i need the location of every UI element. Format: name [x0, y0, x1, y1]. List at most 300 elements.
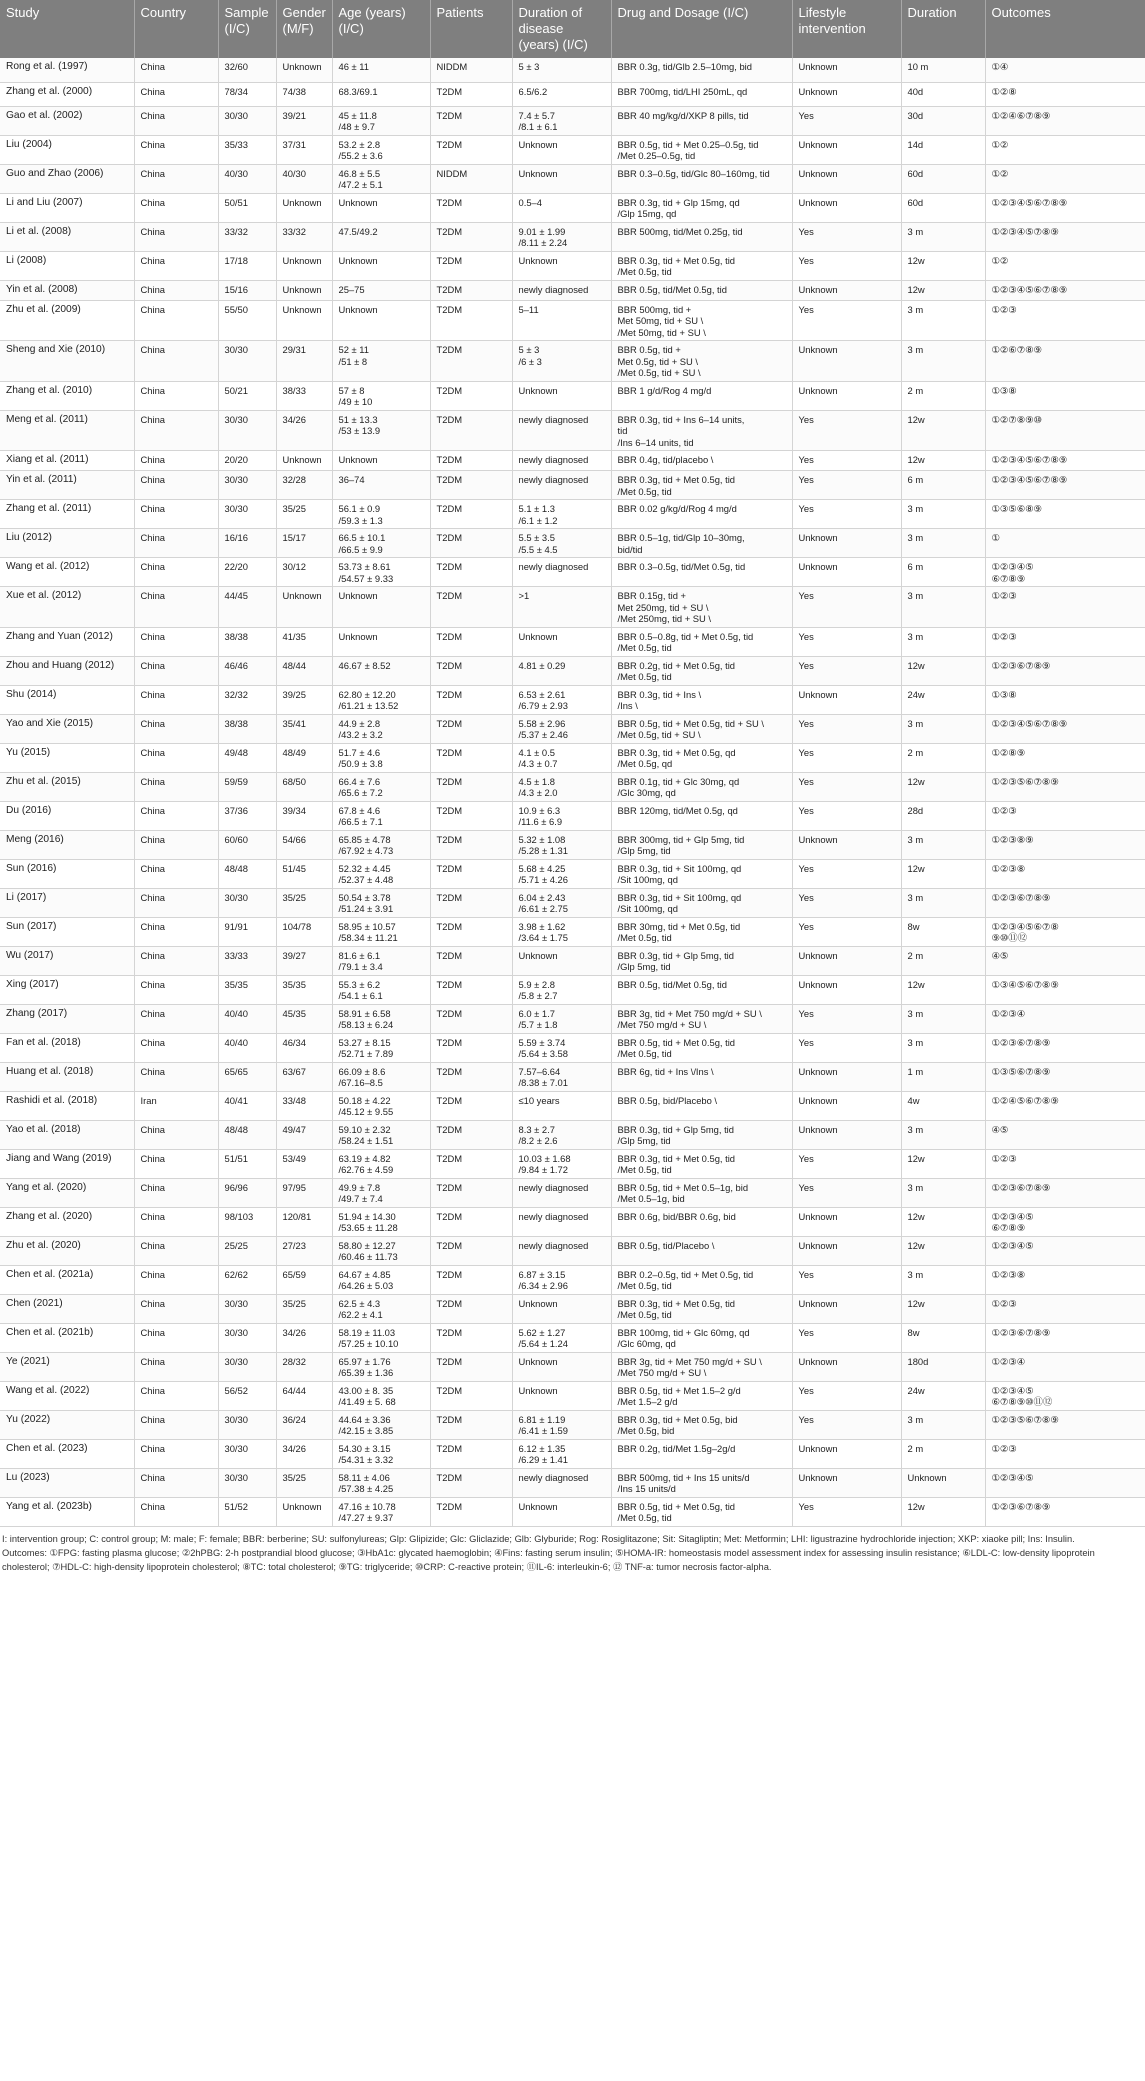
cell-sample: 16/16 [218, 529, 276, 558]
cell-gender: 46/34 [276, 1033, 332, 1062]
cell-country: China [134, 1323, 218, 1352]
cell-country: China [134, 164, 218, 193]
cell-study: Yin et al. (2011) [0, 471, 134, 500]
cell-country: China [134, 888, 218, 917]
cell-sample: 96/96 [218, 1178, 276, 1207]
cell-sample: 51/52 [218, 1497, 276, 1526]
table-row [0, 772, 1145, 801]
cell-outcomes: ①③⑧ [985, 381, 1145, 410]
cell-outcomes: ①②③⑧⑨ [985, 830, 1145, 859]
cell-age: Unknown [332, 251, 430, 280]
cell-outcomes: ①④ [985, 58, 1145, 82]
cell-country: China [134, 1062, 218, 1091]
cell-outcomes: ①②③④⑤⑥⑦⑧⑨ [985, 451, 1145, 471]
table-row [0, 410, 1145, 451]
table-row [0, 471, 1145, 500]
cell-drug-and-dosage: BBR 0.3g, tid + Glp 5mg, tid /Glp 5mg, tid [611, 946, 792, 975]
cell-age: 58.11 ± 4.06 /57.38 ± 4.25 [332, 1468, 430, 1497]
cell-duration-of-disease: 10.03 ± 1.68 /9.84 ± 1.72 [512, 1149, 611, 1178]
cell-drug-and-dosage: BBR 0.6g, bid/BBR 0.6g, bid [611, 1207, 792, 1236]
cell-duration-of-disease: 5.58 ± 2.96 /5.37 ± 2.46 [512, 714, 611, 743]
cell-gender: 35/25 [276, 1294, 332, 1323]
cell-duration: 3 m [901, 1033, 985, 1062]
cell-gender: 32/28 [276, 471, 332, 500]
table-row [0, 1149, 1145, 1178]
cell-duration-of-disease: newly diagnosed [512, 1207, 611, 1236]
cell-lifestyle-intervention: Yes [792, 1265, 901, 1294]
cell-duration-of-disease: 5.5 ± 3.5 /5.5 ± 4.5 [512, 529, 611, 558]
cell-country: China [134, 1033, 218, 1062]
cell-country: China [134, 341, 218, 382]
cell-duration: 30d [901, 106, 985, 135]
cell-patients: T2DM [430, 222, 512, 251]
cell-outcomes: ①②③⑥⑦⑧⑨ [985, 1033, 1145, 1062]
cell-country: China [134, 1004, 218, 1033]
cell-patients: T2DM [430, 801, 512, 830]
cell-duration: 1 m [901, 1062, 985, 1091]
cell-study: Xiang et al. (2011) [0, 451, 134, 471]
cell-outcomes: ①②⑥⑦⑧⑨ [985, 341, 1145, 382]
cell-study: Meng (2016) [0, 830, 134, 859]
cell-sample: 50/21 [218, 381, 276, 410]
cell-duration: 12w [901, 451, 985, 471]
cell-study: Yang et al. (2023b) [0, 1497, 134, 1526]
cell-study: Li (2017) [0, 888, 134, 917]
cell-duration: 3 m [901, 627, 985, 656]
cell-country: China [134, 1410, 218, 1439]
cell-duration: 8w [901, 1323, 985, 1352]
cell-country: China [134, 975, 218, 1004]
cell-sample: 65/65 [218, 1062, 276, 1091]
cell-age: 62.5 ± 4.3 /62.2 ± 4.1 [332, 1294, 430, 1323]
cell-drug-and-dosage: BBR 0.2–0.5g, tid + Met 0.5g, tid /Met 0.5g, tid [611, 1265, 792, 1294]
cell-country: China [134, 1178, 218, 1207]
cell-country: China [134, 193, 218, 222]
cell-drug-and-dosage: BBR 0.3g, tid + Ins \ /Ins \ [611, 685, 792, 714]
cell-patients: T2DM [430, 1062, 512, 1091]
cell-outcomes: ①③⑤⑥⑦⑧⑨ [985, 1062, 1145, 1091]
cell-gender: 29/31 [276, 341, 332, 382]
cell-outcomes: ①②③ [985, 1294, 1145, 1323]
cell-duration-of-disease: 4.5 ± 1.8 /4.3 ± 2.0 [512, 772, 611, 801]
cell-age: Unknown [332, 587, 430, 628]
cell-age: 59.10 ± 2.32 /58.24 ± 1.51 [332, 1120, 430, 1149]
table-row [0, 1091, 1145, 1120]
cell-drug-and-dosage: BBR 0.3g, tid + Glp 5mg, tid /Glp 5mg, tid [611, 1120, 792, 1149]
cell-study: Zhu et al. (2009) [0, 300, 134, 341]
cell-sample: 59/59 [218, 772, 276, 801]
cell-drug-and-dosage: BBR 500mg, tid + Met 50mg, tid + SU \ /Met 50mg, tid + SU \ [611, 300, 792, 341]
table-row [0, 1033, 1145, 1062]
cell-gender: 33/32 [276, 222, 332, 251]
cell-duration-of-disease: 0.5–4 [512, 193, 611, 222]
cell-gender: 35/41 [276, 714, 332, 743]
cell-sample: 32/32 [218, 685, 276, 714]
cell-age: 58.19 ± 11.03 /57.25 ± 10.10 [332, 1323, 430, 1352]
cell-patients: T2DM [430, 106, 512, 135]
cell-gender: 28/32 [276, 1352, 332, 1381]
cell-drug-and-dosage: BBR 0.3–0.5g, tid/Met 0.5g, tid [611, 558, 792, 587]
cell-patients: T2DM [430, 917, 512, 946]
cell-duration: 3 m [901, 1265, 985, 1294]
cell-age: 54.30 ± 3.15 /54.31 ± 3.32 [332, 1439, 430, 1468]
cell-drug-and-dosage: BBR 0.15g, tid + Met 250mg, tid + SU \ /Met 250mg, tid + SU \ [611, 587, 792, 628]
cell-outcomes: ①②③⑤⑥⑦⑧⑨ [985, 1410, 1145, 1439]
cell-age: 66.09 ± 8.6 /67.16–8.5 [332, 1062, 430, 1091]
table-row [0, 587, 1145, 628]
cell-patients: T2DM [430, 859, 512, 888]
cell-lifestyle-intervention: Yes [792, 222, 901, 251]
cell-duration-of-disease: 5 ± 3 /6 ± 3 [512, 341, 611, 382]
cell-country: China [134, 381, 218, 410]
header-drug-and-dosage: Drug and Dosage (I/C) [611, 0, 792, 58]
cell-gender: 35/25 [276, 500, 332, 529]
cell-gender: Unknown [276, 451, 332, 471]
cell-sample: 78/34 [218, 82, 276, 106]
cell-study: Xing (2017) [0, 975, 134, 1004]
cell-patients: T2DM [430, 714, 512, 743]
cell-country: China [134, 830, 218, 859]
cell-lifestyle-intervention: Unknown [792, 1236, 901, 1265]
cell-patients: T2DM [430, 558, 512, 587]
cell-lifestyle-intervention: Yes [792, 627, 901, 656]
cell-country: China [134, 587, 218, 628]
cell-gender: 54/66 [276, 830, 332, 859]
cell-patients: T2DM [430, 1236, 512, 1265]
table-row [0, 946, 1145, 975]
cell-patients: T2DM [430, 1120, 512, 1149]
cell-drug-and-dosage: BBR 0.5g, tid + Met 0.5g, tid /Met 0.5g, tid [611, 1033, 792, 1062]
cell-lifestyle-intervention: Yes [792, 917, 901, 946]
cell-outcomes: ①②③ [985, 801, 1145, 830]
cell-gender: Unknown [276, 280, 332, 300]
table-row [0, 1497, 1145, 1526]
table-row [0, 830, 1145, 859]
cell-duration: 24w [901, 685, 985, 714]
cell-duration-of-disease: Unknown [512, 251, 611, 280]
cell-study: Gao et al. (2002) [0, 106, 134, 135]
cell-age: 53.73 ± 8.61 /54.57 ± 9.33 [332, 558, 430, 587]
cell-outcomes: ①②③④⑤ ⑥⑦⑧⑨ [985, 558, 1145, 587]
cell-duration: 40d [901, 82, 985, 106]
cell-country: China [134, 1497, 218, 1526]
cell-duration-of-disease: 5.59 ± 3.74 /5.64 ± 3.58 [512, 1033, 611, 1062]
cell-lifestyle-intervention: Yes [792, 1410, 901, 1439]
cell-lifestyle-intervention: Yes [792, 587, 901, 628]
cell-duration: 3 m [901, 830, 985, 859]
cell-country: China [134, 1352, 218, 1381]
table-row [0, 1410, 1145, 1439]
cell-country: China [134, 1439, 218, 1468]
cell-duration: 3 m [901, 222, 985, 251]
cell-sample: 35/33 [218, 135, 276, 164]
cell-lifestyle-intervention: Unknown [792, 280, 901, 300]
cell-lifestyle-intervention: Unknown [792, 1439, 901, 1468]
cell-lifestyle-intervention: Yes [792, 859, 901, 888]
cell-age: 53.2 ± 2.8 /55.2 ± 3.6 [332, 135, 430, 164]
cell-country: China [134, 82, 218, 106]
cell-duration-of-disease: 5–11 [512, 300, 611, 341]
cell-country: China [134, 251, 218, 280]
cell-drug-and-dosage: BBR 700mg, tid/LHI 250mL, qd [611, 82, 792, 106]
cell-duration-of-disease: Unknown [512, 1381, 611, 1410]
cell-drug-and-dosage: BBR 0.5–0.8g, tid + Met 0.5g, tid /Met 0.5g, tid [611, 627, 792, 656]
cell-age: 51 ± 13.3 /53 ± 13.9 [332, 410, 430, 451]
cell-gender: 51/45 [276, 859, 332, 888]
cell-outcomes: ④⑤ [985, 1120, 1145, 1149]
table-row [0, 106, 1145, 135]
cell-country: China [134, 300, 218, 341]
cell-lifestyle-intervention: Yes [792, 410, 901, 451]
cell-study: Yin et al. (2008) [0, 280, 134, 300]
cell-age: 58.95 ± 10.57 /58.34 ± 11.21 [332, 917, 430, 946]
cell-patients: T2DM [430, 500, 512, 529]
cell-age: 51.94 ± 14.30 /53.65 ± 11.28 [332, 1207, 430, 1236]
cell-lifestyle-intervention: Yes [792, 1323, 901, 1352]
cell-drug-and-dosage: BBR 30mg, tid + Met 0.5g, tid /Met 0.5g, tid [611, 917, 792, 946]
cell-duration: 12w [901, 1236, 985, 1265]
cell-lifestyle-intervention: Unknown [792, 1468, 901, 1497]
cell-study: Zhang and Yuan (2012) [0, 627, 134, 656]
cell-gender: 35/25 [276, 1468, 332, 1497]
cell-gender: 39/21 [276, 106, 332, 135]
cell-duration-of-disease: 6.12 ± 1.35 /6.29 ± 1.41 [512, 1439, 611, 1468]
cell-gender: 37/31 [276, 135, 332, 164]
cell-duration-of-disease: 4.81 ± 0.29 [512, 656, 611, 685]
cell-study: Wang et al. (2022) [0, 1381, 134, 1410]
cell-duration: 12w [901, 1497, 985, 1526]
cell-outcomes: ①②③④ [985, 1004, 1145, 1033]
cell-outcomes: ①③⑧ [985, 685, 1145, 714]
cell-duration-of-disease: 7.4 ± 5.7 /8.1 ± 6.1 [512, 106, 611, 135]
cell-age: 67.8 ± 4.6 /66.5 ± 7.1 [332, 801, 430, 830]
cell-sample: 33/33 [218, 946, 276, 975]
cell-duration: 14d [901, 135, 985, 164]
cell-duration: 3 m [901, 500, 985, 529]
cell-patients: T2DM [430, 1149, 512, 1178]
cell-patients: T2DM [430, 830, 512, 859]
table-header-row [0, 0, 1145, 58]
cell-country: China [134, 627, 218, 656]
table-body [0, 58, 1145, 1526]
cell-duration-of-disease: Unknown [512, 135, 611, 164]
cell-study: Liu (2012) [0, 529, 134, 558]
cell-study: Li and Liu (2007) [0, 193, 134, 222]
cell-age: 55.3 ± 6.2 /54.1 ± 6.1 [332, 975, 430, 1004]
cell-patients: T2DM [430, 341, 512, 382]
cell-outcomes: ①②⑦⑧⑨⑩ [985, 410, 1145, 451]
cell-study: Chen et al. (2023) [0, 1439, 134, 1468]
cell-patients: T2DM [430, 888, 512, 917]
cell-gender: 120/81 [276, 1207, 332, 1236]
cell-duration-of-disease: Unknown [512, 164, 611, 193]
cell-drug-and-dosage: BBR 0.5g, tid + Met 1.5–2 g/d /Met 1.5–2 g/d [611, 1381, 792, 1410]
cell-age: 45 ± 11.8 /48 ± 9.7 [332, 106, 430, 135]
cell-study: Du (2016) [0, 801, 134, 830]
cell-gender: Unknown [276, 587, 332, 628]
cell-outcomes: ①③④⑤⑥⑦⑧⑨ [985, 975, 1145, 1004]
cell-lifestyle-intervention: Unknown [792, 830, 901, 859]
cell-duration-of-disease: 4.1 ± 0.5 /4.3 ± 0.7 [512, 743, 611, 772]
cell-age: 68.3/69.1 [332, 82, 430, 106]
cell-country: China [134, 656, 218, 685]
cell-lifestyle-intervention: Unknown [792, 558, 901, 587]
cell-sample: 44/45 [218, 587, 276, 628]
cell-lifestyle-intervention: Yes [792, 1178, 901, 1207]
cell-lifestyle-intervention: Unknown [792, 946, 901, 975]
cell-gender: 53/49 [276, 1149, 332, 1178]
cell-lifestyle-intervention: Unknown [792, 1207, 901, 1236]
cell-study: Yang et al. (2020) [0, 1178, 134, 1207]
cell-drug-and-dosage: BBR 0.5g, tid + Met 0.25–0.5g, tid /Met 0.25–0.5g, tid [611, 135, 792, 164]
cell-duration-of-disease: newly diagnosed [512, 1236, 611, 1265]
cell-gender: 35/35 [276, 975, 332, 1004]
cell-drug-and-dosage: BBR 1 g/d/Rog 4 mg/d [611, 381, 792, 410]
cell-duration: 10 m [901, 58, 985, 82]
cell-lifestyle-intervention: Yes [792, 1497, 901, 1526]
cell-drug-and-dosage: BBR 0.5g, tid/Met 0.5g, tid [611, 280, 792, 300]
cell-patients: T2DM [430, 1323, 512, 1352]
cell-patients: T2DM [430, 82, 512, 106]
cell-patients: T2DM [430, 1091, 512, 1120]
cell-country: China [134, 58, 218, 82]
cell-outcomes: ①②③⑥⑦⑧⑨ [985, 1178, 1145, 1207]
cell-lifestyle-intervention: Unknown [792, 82, 901, 106]
cell-outcomes: ①②③ [985, 300, 1145, 341]
cell-sample: 48/48 [218, 859, 276, 888]
cell-sample: 32/60 [218, 58, 276, 82]
cell-sample: 30/30 [218, 106, 276, 135]
cell-lifestyle-intervention: Yes [792, 714, 901, 743]
cell-drug-and-dosage: BBR 0.3g, tid + Met 0.5g, qd /Met 0.5g, qd [611, 743, 792, 772]
cell-lifestyle-intervention: Unknown [792, 1294, 901, 1323]
cell-study: Yao et al. (2018) [0, 1120, 134, 1149]
cell-drug-and-dosage: BBR 3g, tid + Met 750 mg/d + SU \ /Met 750 mg/d + SU \ [611, 1352, 792, 1381]
cell-outcomes: ①②③④⑤⑦⑧⑨ [985, 222, 1145, 251]
cell-patients: T2DM [430, 1468, 512, 1497]
cell-outcomes: ①②③④ [985, 1352, 1145, 1381]
cell-sample: 40/41 [218, 1091, 276, 1120]
cell-country: China [134, 1149, 218, 1178]
cell-sample: 30/30 [218, 410, 276, 451]
cell-drug-and-dosage: BBR 0.5g, tid/Placebo \ [611, 1236, 792, 1265]
cell-lifestyle-intervention: Unknown [792, 135, 901, 164]
cell-gender: 38/33 [276, 381, 332, 410]
cell-age: 66.5 ± 10.1 /66.5 ± 9.9 [332, 529, 430, 558]
cell-drug-and-dosage: BBR 0.3g, tid + Glp 15mg, qd /Glp 15mg, qd [611, 193, 792, 222]
cell-age: 44.64 ± 3.36 /42.15 ± 3.85 [332, 1410, 430, 1439]
cell-gender: 41/35 [276, 627, 332, 656]
cell-drug-and-dosage: BBR 100mg, tid + Glc 60mg, qd /Glc 60mg, qd [611, 1323, 792, 1352]
cell-study: Wu (2017) [0, 946, 134, 975]
cell-drug-and-dosage: BBR 0.3g, tid/Glb 2.5–10mg, bid [611, 58, 792, 82]
cell-country: China [134, 859, 218, 888]
cell-drug-and-dosage: BBR 0.5g, bid/Placebo \ [611, 1091, 792, 1120]
table-row [0, 280, 1145, 300]
cell-gender: 39/27 [276, 946, 332, 975]
cell-lifestyle-intervention: Yes [792, 251, 901, 280]
cell-duration-of-disease: newly diagnosed [512, 1178, 611, 1207]
cell-duration: 12w [901, 656, 985, 685]
footnote-abbreviations: I: intervention group; C: control group; M: male; F: female; BBR: berberine; SU: sulfonylureas; Glp: Glipizide; Glc: Gliclazide; Glb: Glyburide; Rog: Rosiglitazone; Sit: Sitagliptin; Met: Metformin; LHI: ligustrazine hydrochloride injection; XKP: xiaoke pill; Ins: Insulin. [2, 1533, 1075, 1544]
cell-sample: 30/30 [218, 1439, 276, 1468]
cell-country: Iran [134, 1091, 218, 1120]
cell-duration-of-disease: newly diagnosed [512, 410, 611, 451]
table-row [0, 1178, 1145, 1207]
cell-outcomes: ①②③④⑤⑥⑦⑧⑨ [985, 471, 1145, 500]
cell-duration: 60d [901, 164, 985, 193]
cell-duration-of-disease: 7.57–6.64 /8.38 ± 7.01 [512, 1062, 611, 1091]
cell-gender: 36/24 [276, 1410, 332, 1439]
cell-outcomes: ①②③⑥⑦⑧⑨ [985, 1323, 1145, 1352]
cell-outcomes: ①②③④⑤ [985, 1236, 1145, 1265]
cell-outcomes: ①②③⑥⑦⑧⑨ [985, 656, 1145, 685]
cell-outcomes: ①②③⑥⑦⑧⑨ [985, 1497, 1145, 1526]
cell-study: Guo and Zhao (2006) [0, 164, 134, 193]
cell-duration-of-disease: 5.68 ± 4.25 /5.71 ± 4.26 [512, 859, 611, 888]
cell-patients: T2DM [430, 772, 512, 801]
cell-duration-of-disease: Unknown [512, 946, 611, 975]
cell-duration-of-disease: Unknown [512, 1294, 611, 1323]
cell-patients: T2DM [430, 1207, 512, 1236]
cell-patients: T2DM [430, 471, 512, 500]
cell-duration-of-disease: 6.5/6.2 [512, 82, 611, 106]
cell-duration: 8w [901, 917, 985, 946]
cell-sample: 30/30 [218, 471, 276, 500]
cell-age: 46.67 ± 8.52 [332, 656, 430, 685]
cell-outcomes: ①③⑤⑥⑧⑨ [985, 500, 1145, 529]
cell-gender: 39/25 [276, 685, 332, 714]
cell-outcomes: ①②③ [985, 1149, 1145, 1178]
cell-sample: 30/30 [218, 1468, 276, 1497]
footnote-outcomes: Outcomes: ①FPG: fasting plasma glucose; ②2hPBG: 2-h postprandial blood glucose; ③HbA1c: glycated haemoglobin; ④Fins: fasting serum insulin; ⑤HOMA-IR: homeostasis model assessment index for assessing insulin resistance; ⑥LDL-C: low-density lipoprotein cholesterol; ⑦HDL-C: high-density lipoprotein cholesterol; ⑧TC: total cholesterol; ⑨TG: triglyceride; ⑩CRP: C-reactive protein; ⑪IL-6: interleukin-6; ⑫ TNF-a: tumor necrosis factor-alpha. [2, 1547, 1095, 1572]
cell-duration-of-disease: Unknown [512, 1497, 611, 1526]
cell-patients: T2DM [430, 1004, 512, 1033]
cell-patients: T2DM [430, 193, 512, 222]
cell-sample: 37/36 [218, 801, 276, 830]
cell-age: 57 ± 8 /49 ± 10 [332, 381, 430, 410]
cell-drug-and-dosage: BBR 0.5g, tid + Met 0.5–1g, bid /Met 0.5–1g, bid [611, 1178, 792, 1207]
cell-gender: Unknown [276, 300, 332, 341]
cell-study: Wang et al. (2012) [0, 558, 134, 587]
cell-drug-and-dosage: BBR 0.3–0.5g, tid/Glc 80–160mg, tid [611, 164, 792, 193]
cell-lifestyle-intervention: Unknown [792, 1352, 901, 1381]
cell-study: Fan et al. (2018) [0, 1033, 134, 1062]
cell-country: China [134, 714, 218, 743]
cell-duration-of-disease: newly diagnosed [512, 280, 611, 300]
cell-outcomes: ①②③④⑤⑥⑦⑧⑨ [985, 280, 1145, 300]
cell-patients: T2DM [430, 1410, 512, 1439]
cell-lifestyle-intervention: Yes [792, 300, 901, 341]
cell-age: 47.5/49.2 [332, 222, 430, 251]
cell-study: Zhang et al. (2010) [0, 381, 134, 410]
cell-lifestyle-intervention: Yes [792, 1381, 901, 1410]
table-row [0, 222, 1145, 251]
cell-sample: 30/30 [218, 888, 276, 917]
cell-country: China [134, 1236, 218, 1265]
cell-gender: 45/35 [276, 1004, 332, 1033]
cell-country: China [134, 1468, 218, 1497]
cell-study: Zhou and Huang (2012) [0, 656, 134, 685]
cell-duration: 4w [901, 1091, 985, 1120]
cell-country: China [134, 135, 218, 164]
cell-sample: 40/30 [218, 164, 276, 193]
cell-duration: 3 m [901, 1410, 985, 1439]
cell-patients: T2DM [430, 627, 512, 656]
cell-age: 66.4 ± 7.6 /65.6 ± 7.2 [332, 772, 430, 801]
cell-patients: T2DM [430, 529, 512, 558]
table-row [0, 300, 1145, 341]
